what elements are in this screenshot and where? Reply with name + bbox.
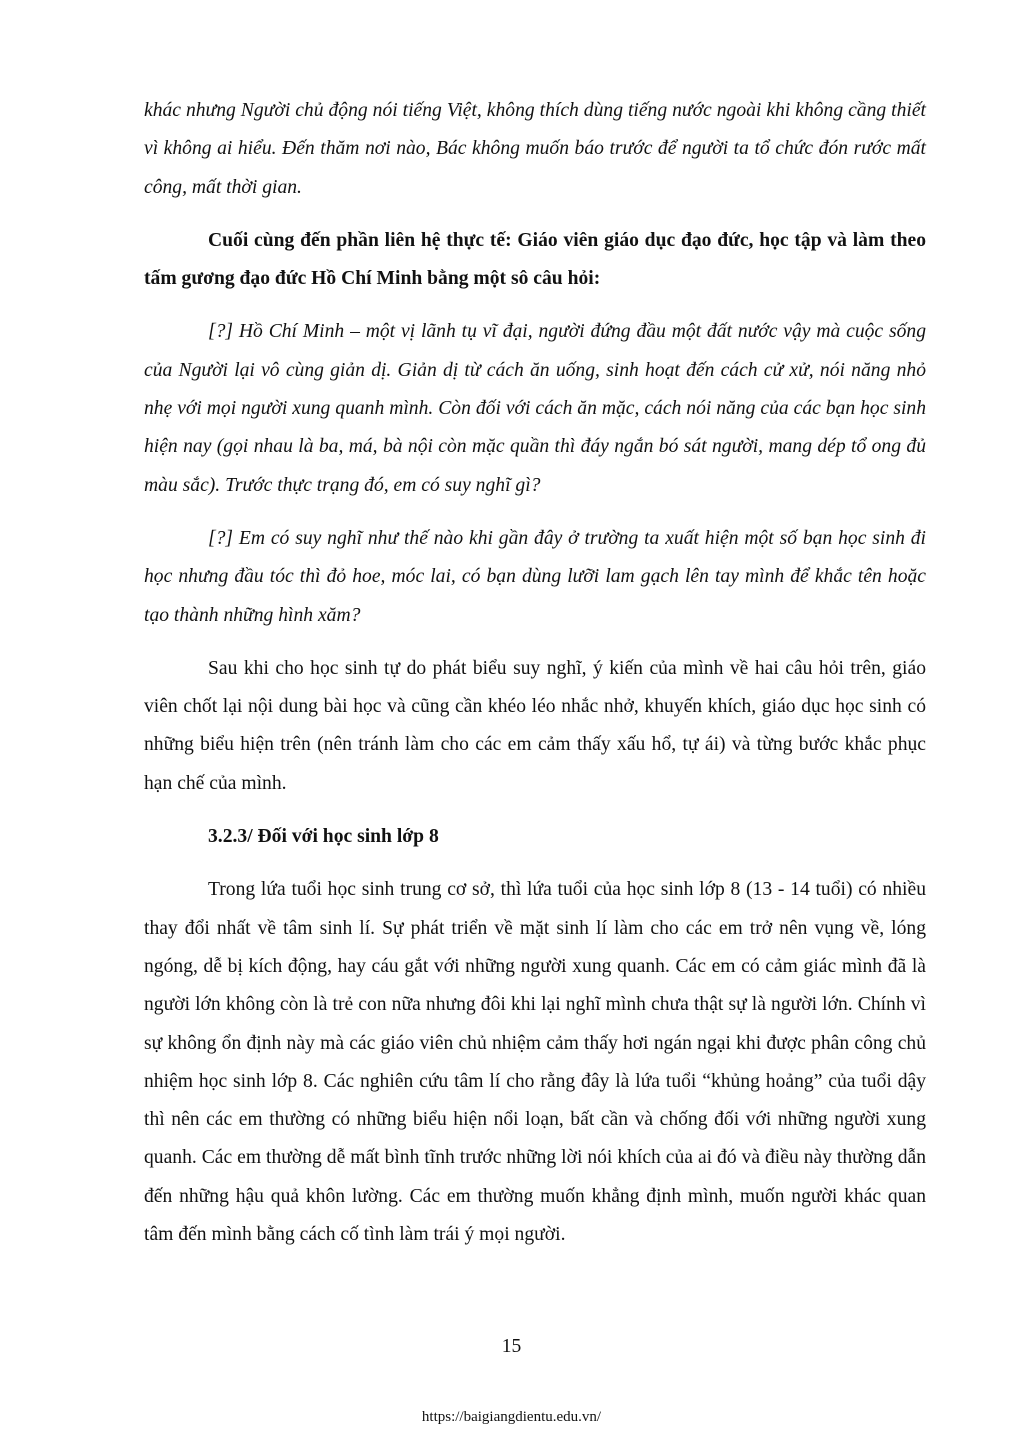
footer-url[interactable]: https://baigiangdientu.edu.vn/ (421, 1409, 602, 1425)
paragraph-question-2: [?] Em có suy nghĩ như thế nào khi gần đây ở trường ta xuất hiện một số bạn học sinh đi học nhưng đầu tóc thì đỏ hoe, móc lai, có bạn dùng lưỡi lam gạch lên tay mình để khắc tên hoặc tạo thành những hình xăm? (144, 527, 926, 626)
document-body (144, 92, 926, 1254)
paragraph-conclusion: Sau khi cho học sinh tự do phát biểu suy nghĩ, ý kiến của mình về hai câu hỏi trên, giáo viên chốt lại nội dung bài học và cũng cần khéo léo nhắc nhở, khuyến khích, giáo dục học sinh có những biểu hiện trên (nên tránh làm cho các em cảm thấy xấu hổ, tự ái) và từng bước khắc phục hạn chế của mình. (144, 657, 926, 794)
paragraph-grade-8: Trong lứa tuổi học sinh trung cơ sở, thì lứa tuổi của học sinh lớp 8 (13 - 14 tuổi) có nhiều thay đổi nhất về tâm sinh lí. Sự phát triển về mặt sinh lí làm cho các em trở nên vụng về, lóng ngóng, dễ bị kích động, hay cáu gắt với những người xung quanh. Các em có cảm giác mình đã là người lớn không còn là trẻ con nữa nhưng đôi khi lại nghĩ mình chưa thật sự là người lớn. Chính vì sự không ổn định này mà các giáo viên chủ nhiệm cảm thấy hơi ngán ngại khi được phân công chủ nhiệm học sinh lớp 8. Các nghiên cứu tâm lí cho rằng đây là lứa tuổi “khủng hoảng” của tuổi dậy thì nên các em thường có những biểu hiện nổi loạn, bất cần và chống đối với những người xung quanh. Các em thường dễ mất bình tĩnh trước những lời nói khích của ai đó và điều này thường dẫn đến những hậu quả khôn lường. Các em thường muốn khẳng định mình, muốn người khác quan tâm đến mình bằng cách cố tình làm trái ý mọi người. (144, 879, 926, 1246)
page-number: 15 (501, 1336, 522, 1357)
paragraph-continuation: khác nhưng Người chủ động nói tiếng Việt, không thích dùng tiếng nước ngoài khi không cầng thiết vì không ai hiểu. Đến thăm nơi nào, Bác không muốn báo trước để người ta tổ chức đón rước mất công, mất thời gian. (144, 100, 926, 198)
paragraph-question-1: [?] Hồ Chí Minh – một vị lãnh tụ vĩ đại, người đứng đầu một đất nước vậy mà cuộc sống của Người lại vô cùng giản dị. Giản dị từ cách ăn uống, sinh hoạt đến cách cử xử, nói năng nhỏ nhẹ với mọi người xung quanh mình. Còn đối với cách ăn mặc, cách nói năng của các bạn học sinh hiện nay (gọi nhau là ba, má, bà nội còn mặc quần thì đáy ngắn bó sát người, mang dép tổ ong đủ màu sắc). Trước thực trạng đó, em có suy nghĩ gì? (144, 321, 926, 496)
paragraph-bold-intro: Cuối cùng đến phần liên hệ thực tế: Giáo viên giáo dục đạo đức, học tập và làm theo tấm gương đạo đức Hồ Chí Minh bằng một sô câu hỏi: (144, 229, 926, 290)
section-heading: 3.2.3/ Đối với học sinh lớp 8 (208, 826, 439, 848)
